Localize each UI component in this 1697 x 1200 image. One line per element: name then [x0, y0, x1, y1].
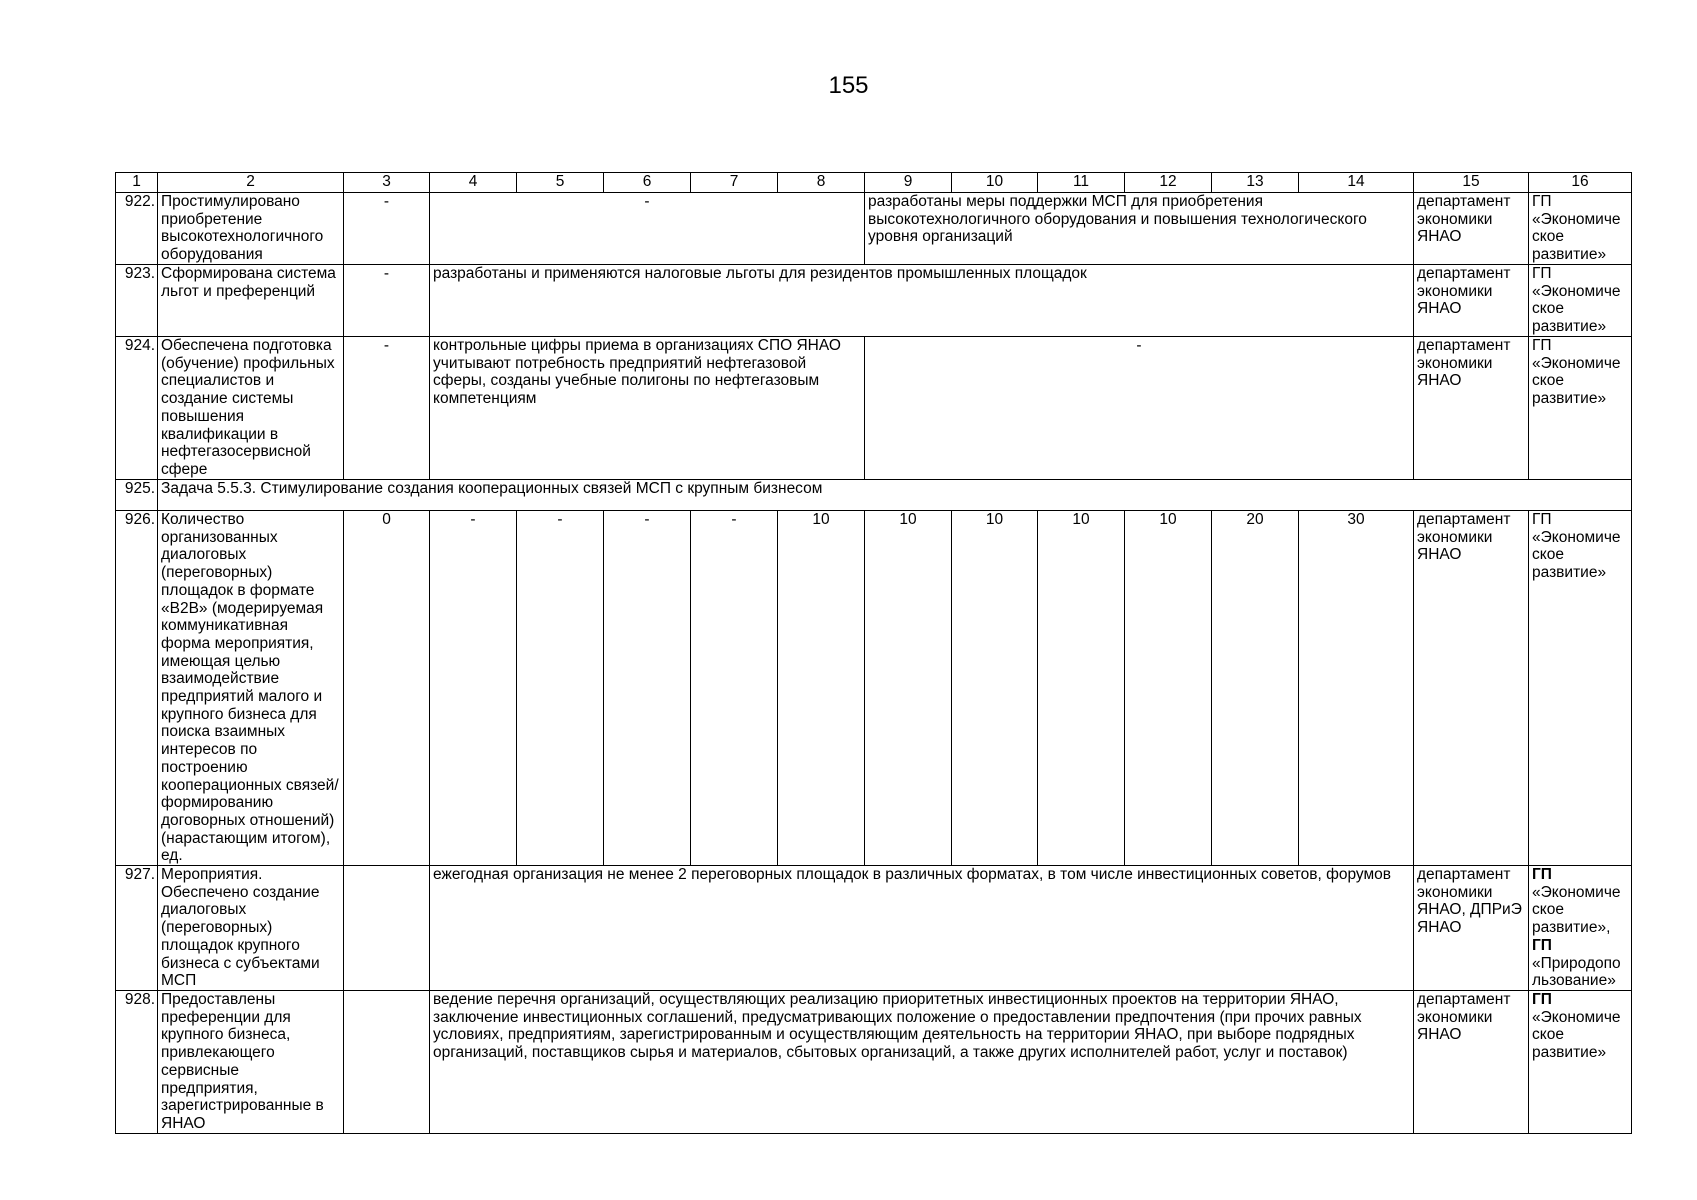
- row-number: 925.: [116, 480, 158, 511]
- program-gp: ГП: [1532, 193, 1552, 210]
- col3-value: [344, 866, 430, 991]
- row-number: 923.: [116, 265, 158, 337]
- value-cell: 10: [1125, 511, 1212, 866]
- value-cell: 10: [1038, 511, 1125, 866]
- responsible: департамент экономики ЯНАО: [1414, 193, 1529, 265]
- header-cell: 10: [952, 173, 1038, 193]
- program-gp: ГП: [1532, 265, 1552, 282]
- header-cell: 5: [517, 173, 604, 193]
- value-cell: 30: [1299, 511, 1414, 866]
- header-cell: 11: [1038, 173, 1125, 193]
- responsible: департамент экономики ЯНАО: [1414, 991, 1529, 1134]
- program: [1529, 265, 1632, 337]
- program-name: «Экономическое развитие»: [1532, 354, 1621, 408]
- program-gp: ГП: [1532, 866, 1552, 884]
- col3-value: -: [344, 193, 430, 265]
- program: [1529, 991, 1632, 1134]
- row-name: Простимулировано приобретение высокотехнологичного оборудования: [158, 193, 344, 265]
- program-name: «Экономическое развитие»: [1532, 210, 1621, 264]
- cols4-8-value: -: [430, 193, 865, 265]
- program: [1529, 337, 1632, 480]
- header-cell: 2: [158, 173, 344, 193]
- value-cell: -: [430, 511, 517, 866]
- program-name: «Экономическое развитие»,: [1532, 883, 1621, 937]
- value-cell: 20: [1212, 511, 1299, 866]
- program-name: «Экономическое развитие»: [1532, 528, 1621, 582]
- value-cell: 10: [865, 511, 952, 866]
- table-header-row: [116, 173, 1632, 193]
- header-cell: 8: [778, 173, 865, 193]
- cols4-14-value: разработаны и применяются налоговые льготы для резидентов промышленных площадок: [430, 265, 1414, 337]
- program-gp: ГП: [1532, 991, 1552, 1009]
- program-name: «Природопользование»: [1532, 954, 1621, 990]
- header-cell: 15: [1414, 173, 1529, 193]
- value-cell: -: [691, 511, 778, 866]
- cols4-8-value: контрольные цифры приема в организациях СПО ЯНАО учитывают потребность предприятий нефтегазовой сферы, созданы учебные полигоны по нефтегазовым компетенциям: [430, 337, 865, 480]
- table-row: [116, 480, 1632, 511]
- col3-value: [344, 991, 430, 1134]
- program-name: «Экономическое развитие»: [1532, 282, 1621, 336]
- program: [1529, 193, 1632, 265]
- task-heading: Задача 5.5.3. Стимулирование создания кооперационных связей МСП с крупным бизнесом: [158, 480, 1632, 511]
- responsible: департамент экономики ЯНАО, ДПРиЭ ЯНАО: [1414, 866, 1529, 991]
- table-row: [116, 866, 1632, 991]
- program-name: «Экономическое развитие»: [1532, 1008, 1621, 1062]
- row-number: 924.: [116, 337, 158, 480]
- row-number: 926.: [116, 511, 158, 866]
- row-name: Предоставлены преференции для крупного бизнеса, привлекающего сервисные предприятия, зарегистрированные в ЯНАО: [158, 991, 344, 1134]
- header-cell: 14: [1299, 173, 1414, 193]
- row-name: Количество организованных диалоговых (переговорных) площадок в формате «B2B» (модерируемая коммуникативная форма мероприятия, имеющая целью взаимодействие предприятий малого и крупного бизнеса для поиска взаимных интересов по построению кооперационных связей/формированию договорных отношений) (нарастающим итогом), ед.: [158, 511, 344, 866]
- program: [1529, 511, 1632, 866]
- row-name: Обеспечена подготовка (обучение) профильных специалистов и создание системы повышения квалификации в нефтегазосервисной сфере: [158, 337, 344, 480]
- cols9-14-value: разработаны меры поддержки МСП для приобретения высокотехнологичного оборудования и повышения технологического уровня организаций: [865, 193, 1414, 265]
- row-name: Сформирована система льгот и преференций: [158, 265, 344, 337]
- row-number: 928.: [116, 991, 158, 1134]
- value-cell: -: [604, 511, 691, 866]
- col3-value: -: [344, 337, 430, 480]
- program: [1529, 866, 1632, 991]
- value-cell: 10: [952, 511, 1038, 866]
- value-cell: 10: [778, 511, 865, 866]
- table-row: [116, 265, 1632, 337]
- responsible: департамент экономики ЯНАО: [1414, 265, 1529, 337]
- table-row: [116, 337, 1632, 480]
- program-gp: ГП: [1532, 337, 1552, 354]
- cols4-14-value: ведение перечня организаций, осуществляющих реализацию приоритетных инвестиционных проектов на территории ЯНАО, заключение инвестиционных соглашений, предусматривающих положение о предоставлении предпочтения (при прочих равных условиях, предприятиям, зарегистрированным и осуществляющим деятельность на территории ЯНАО, при выборе подрядных организаций, поставщиков сырья и материалов, сбытовых организаций, а также других исполнителей работ, услуг и поставок): [430, 991, 1414, 1134]
- row-number: 927.: [116, 866, 158, 991]
- header-cell: 3: [344, 173, 430, 193]
- responsible: департамент экономики ЯНАО: [1414, 337, 1529, 480]
- header-cell: 7: [691, 173, 778, 193]
- header-cell: 1: [116, 173, 158, 193]
- row-number: 922.: [116, 193, 158, 265]
- program-gp: ГП: [1532, 511, 1552, 528]
- header-cell: 6: [604, 173, 691, 193]
- header-cell: 16: [1529, 173, 1632, 193]
- plan-table: [115, 172, 1632, 1134]
- table-row: [116, 991, 1632, 1134]
- col3-value: -: [344, 265, 430, 337]
- table-row: [116, 511, 1632, 866]
- header-cell: 12: [1125, 173, 1212, 193]
- page-number: 155: [828, 72, 869, 99]
- row-name: Мероприятия. Обеспечено создание диалоговых (переговорных) площадок крупного бизнеса с субъектами МСП: [158, 866, 344, 991]
- table-row: [116, 193, 1632, 265]
- header-cell: 13: [1212, 173, 1299, 193]
- program-gp: ГП: [1532, 936, 1552, 954]
- header-cell: 9: [865, 173, 952, 193]
- cols9-14-value: -: [865, 337, 1414, 480]
- header-cell: 4: [430, 173, 517, 193]
- value-cell: -: [517, 511, 604, 866]
- responsible: департамент экономики ЯНАО: [1414, 511, 1529, 866]
- value-cell: 0: [344, 511, 430, 866]
- cols4-14-value: ежегодная организация не менее 2 переговорных площадок в различных форматах, в том числе инвестиционных советов, форумов: [430, 866, 1414, 991]
